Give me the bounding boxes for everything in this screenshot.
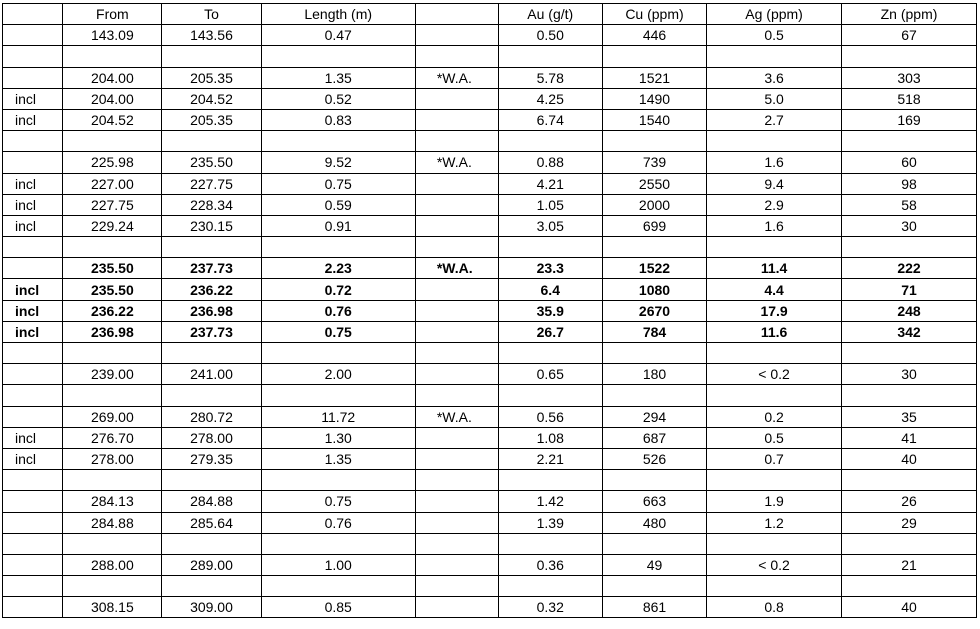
- table-header-row: [3, 4, 977, 25]
- table-row: [3, 109, 977, 130]
- from-cell: [63, 46, 162, 67]
- au-cell: [498, 533, 602, 554]
- to-cell: 204.52: [162, 88, 261, 109]
- ag-cell: 9.4: [707, 173, 842, 194]
- table-row: [3, 406, 977, 427]
- au-cell: 0.88: [498, 152, 602, 173]
- to-cell: 230.15: [162, 215, 261, 236]
- weighted-average-cell: [415, 279, 498, 300]
- length-cell: 0.91: [261, 215, 415, 236]
- au-cell: 6.4: [498, 279, 602, 300]
- au-cell: 0.36: [498, 554, 602, 575]
- weighted-average-cell: [415, 554, 498, 575]
- from-cell: 278.00: [63, 448, 162, 469]
- qualifier-cell: [3, 406, 63, 427]
- table-row: [3, 491, 977, 512]
- ag-cell: [707, 385, 842, 406]
- cu-cell: 1080: [602, 279, 706, 300]
- weighted-average-cell: [415, 173, 498, 194]
- weighted-average-cell: [415, 491, 498, 512]
- qualifier-cell: [3, 554, 63, 575]
- weighted-average-cell: *W.A.: [415, 152, 498, 173]
- table-row: [3, 67, 977, 88]
- weighted-average-cell: [415, 533, 498, 554]
- to-cell: 205.35: [162, 109, 261, 130]
- to-cell: 241.00: [162, 364, 261, 385]
- cu-cell: 480: [602, 512, 706, 533]
- cu-cell: 526: [602, 448, 706, 469]
- zn-cell: [842, 237, 977, 258]
- to-cell: 237.73: [162, 321, 261, 342]
- from-cell: 229.24: [63, 215, 162, 236]
- header-cu: Cu (ppm): [602, 4, 706, 25]
- length-cell: 0.75: [261, 491, 415, 512]
- zn-cell: 169: [842, 109, 977, 130]
- to-cell: 237.73: [162, 258, 261, 279]
- cu-cell: 699: [602, 215, 706, 236]
- length-cell: 0.83: [261, 109, 415, 130]
- length-cell: 0.47: [261, 25, 415, 46]
- au-cell: 4.21: [498, 173, 602, 194]
- to-cell: 235.50: [162, 152, 261, 173]
- from-cell: [63, 470, 162, 491]
- ag-cell: 17.9: [707, 300, 842, 321]
- to-cell: 143.56: [162, 25, 261, 46]
- to-cell: 285.64: [162, 512, 261, 533]
- length-cell: [261, 237, 415, 258]
- qualifier-cell: [3, 131, 63, 152]
- qualifier-cell: [3, 67, 63, 88]
- to-cell: [162, 533, 261, 554]
- weighted-average-cell: [415, 470, 498, 491]
- table-row: [3, 597, 977, 618]
- cu-cell: 784: [602, 321, 706, 342]
- cu-cell: [602, 343, 706, 364]
- table-row: [3, 427, 977, 448]
- length-cell: 9.52: [261, 152, 415, 173]
- zn-cell: [842, 131, 977, 152]
- from-cell: 236.22: [63, 300, 162, 321]
- au-cell: 1.05: [498, 194, 602, 215]
- qualifier-cell: incl: [3, 215, 63, 236]
- qualifier-cell: incl: [3, 109, 63, 130]
- ag-cell: 2.9: [707, 194, 842, 215]
- to-cell: 289.00: [162, 554, 261, 575]
- zn-cell: 40: [842, 448, 977, 469]
- ag-cell: 1.9: [707, 491, 842, 512]
- ag-cell: 5.0: [707, 88, 842, 109]
- from-cell: [63, 576, 162, 597]
- length-cell: 0.75: [261, 173, 415, 194]
- weighted-average-cell: *W.A.: [415, 67, 498, 88]
- ag-cell: [707, 533, 842, 554]
- table-row: [3, 448, 977, 469]
- table-row: [3, 385, 977, 406]
- table-row: [3, 152, 977, 173]
- au-cell: [498, 237, 602, 258]
- ag-cell: < 0.2: [707, 554, 842, 575]
- zn-cell: 67: [842, 25, 977, 46]
- zn-cell: 98: [842, 173, 977, 194]
- zn-cell: 303: [842, 67, 977, 88]
- table-row: [3, 131, 977, 152]
- length-cell: 1.35: [261, 67, 415, 88]
- weighted-average-cell: [415, 343, 498, 364]
- header-from: From: [63, 4, 162, 25]
- qualifier-cell: incl: [3, 321, 63, 342]
- au-cell: 26.7: [498, 321, 602, 342]
- au-cell: 0.56: [498, 406, 602, 427]
- cu-cell: 180: [602, 364, 706, 385]
- length-cell: 1.00: [261, 554, 415, 575]
- qualifier-cell: [3, 470, 63, 491]
- from-cell: 288.00: [63, 554, 162, 575]
- weighted-average-cell: [415, 88, 498, 109]
- table-row: [3, 25, 977, 46]
- table-row: [3, 194, 977, 215]
- to-cell: 236.22: [162, 279, 261, 300]
- au-cell: 0.32: [498, 597, 602, 618]
- zn-cell: 60: [842, 152, 977, 173]
- cu-cell: 1522: [602, 258, 706, 279]
- weighted-average-cell: [415, 131, 498, 152]
- ag-cell: 1.6: [707, 152, 842, 173]
- weighted-average-cell: *W.A.: [415, 406, 498, 427]
- qualifier-cell: [3, 364, 63, 385]
- header-length: Length (m): [261, 4, 415, 25]
- cu-cell: 687: [602, 427, 706, 448]
- from-cell: 284.88: [63, 512, 162, 533]
- ag-cell: [707, 131, 842, 152]
- cu-cell: [602, 131, 706, 152]
- to-cell: 228.34: [162, 194, 261, 215]
- from-cell: 225.98: [63, 152, 162, 173]
- weighted-average-cell: [415, 237, 498, 258]
- au-cell: [498, 385, 602, 406]
- from-cell: 284.13: [63, 491, 162, 512]
- ag-cell: 3.6: [707, 67, 842, 88]
- header-weighted-average: [415, 4, 498, 25]
- ag-cell: 4.4: [707, 279, 842, 300]
- cu-cell: 1540: [602, 109, 706, 130]
- qualifier-cell: [3, 597, 63, 618]
- ag-cell: 0.8: [707, 597, 842, 618]
- length-cell: 0.76: [261, 512, 415, 533]
- cu-cell: 2670: [602, 300, 706, 321]
- zn-cell: 222: [842, 258, 977, 279]
- au-cell: 1.08: [498, 427, 602, 448]
- qualifier-cell: [3, 46, 63, 67]
- zn-cell: [842, 343, 977, 364]
- zn-cell: 40: [842, 597, 977, 618]
- table-row: [3, 237, 977, 258]
- header-au: Au (g/t): [498, 4, 602, 25]
- zn-cell: 58: [842, 194, 977, 215]
- table-row: [3, 300, 977, 321]
- table-row: [3, 554, 977, 575]
- cu-cell: 739: [602, 152, 706, 173]
- to-cell: 284.88: [162, 491, 261, 512]
- cu-cell: 446: [602, 25, 706, 46]
- cu-cell: 49: [602, 554, 706, 575]
- length-cell: [261, 343, 415, 364]
- table-row: [3, 258, 977, 279]
- au-cell: [498, 46, 602, 67]
- qualifier-cell: incl: [3, 448, 63, 469]
- ag-cell: 0.7: [707, 448, 842, 469]
- qualifier-cell: [3, 343, 63, 364]
- zn-cell: [842, 385, 977, 406]
- to-cell: [162, 576, 261, 597]
- table-row: [3, 533, 977, 554]
- qualifier-cell: [3, 576, 63, 597]
- to-cell: [162, 343, 261, 364]
- qualifier-cell: incl: [3, 194, 63, 215]
- ag-cell: 0.2: [707, 406, 842, 427]
- from-cell: 269.00: [63, 406, 162, 427]
- zn-cell: 35: [842, 406, 977, 427]
- ag-cell: 11.4: [707, 258, 842, 279]
- qualifier-cell: [3, 25, 63, 46]
- length-cell: 0.85: [261, 597, 415, 618]
- from-cell: [63, 533, 162, 554]
- to-cell: 205.35: [162, 67, 261, 88]
- header-qualifier: [3, 4, 63, 25]
- ag-cell: 2.7: [707, 109, 842, 130]
- cu-cell: [602, 576, 706, 597]
- weighted-average-cell: [415, 109, 498, 130]
- table-row: [3, 576, 977, 597]
- from-cell: 143.09: [63, 25, 162, 46]
- length-cell: 0.52: [261, 88, 415, 109]
- from-cell: 227.00: [63, 173, 162, 194]
- ag-cell: 0.5: [707, 25, 842, 46]
- table-row: [3, 321, 977, 342]
- to-cell: [162, 237, 261, 258]
- qualifier-cell: incl: [3, 300, 63, 321]
- au-cell: 5.78: [498, 67, 602, 88]
- to-cell: 236.98: [162, 300, 261, 321]
- qualifier-cell: [3, 152, 63, 173]
- table-row: [3, 46, 977, 67]
- length-cell: [261, 576, 415, 597]
- zn-cell: 30: [842, 215, 977, 236]
- au-cell: 0.50: [498, 25, 602, 46]
- from-cell: 236.98: [63, 321, 162, 342]
- qualifier-cell: [3, 491, 63, 512]
- weighted-average-cell: [415, 427, 498, 448]
- table-row: [3, 173, 977, 194]
- zn-cell: 41: [842, 427, 977, 448]
- cu-cell: [602, 385, 706, 406]
- zn-cell: 71: [842, 279, 977, 300]
- cu-cell: [602, 533, 706, 554]
- qualifier-cell: [3, 533, 63, 554]
- weighted-average-cell: [415, 597, 498, 618]
- from-cell: 276.70: [63, 427, 162, 448]
- ag-cell: 1.2: [707, 512, 842, 533]
- zn-cell: [842, 470, 977, 491]
- zn-cell: 248: [842, 300, 977, 321]
- weighted-average-cell: [415, 215, 498, 236]
- length-cell: 1.35: [261, 448, 415, 469]
- zn-cell: 21: [842, 554, 977, 575]
- cu-cell: 2550: [602, 173, 706, 194]
- from-cell: 235.50: [63, 279, 162, 300]
- zn-cell: [842, 533, 977, 554]
- length-cell: 2.00: [261, 364, 415, 385]
- length-cell: [261, 533, 415, 554]
- length-cell: 0.75: [261, 321, 415, 342]
- cu-cell: 294: [602, 406, 706, 427]
- header-ag: Ag (ppm): [707, 4, 842, 25]
- length-cell: 2.23: [261, 258, 415, 279]
- qualifier-cell: incl: [3, 427, 63, 448]
- qualifier-cell: [3, 512, 63, 533]
- au-cell: [498, 470, 602, 491]
- cu-cell: 1521: [602, 67, 706, 88]
- length-cell: 1.30: [261, 427, 415, 448]
- table-row: [3, 215, 977, 236]
- header-to: To: [162, 4, 261, 25]
- weighted-average-cell: [415, 46, 498, 67]
- ag-cell: [707, 343, 842, 364]
- length-cell: [261, 46, 415, 67]
- from-cell: [63, 131, 162, 152]
- cu-cell: [602, 46, 706, 67]
- length-cell: [261, 131, 415, 152]
- au-cell: 4.25: [498, 88, 602, 109]
- qualifier-cell: [3, 385, 63, 406]
- to-cell: [162, 46, 261, 67]
- zn-cell: [842, 46, 977, 67]
- cu-cell: 1490: [602, 88, 706, 109]
- qualifier-cell: incl: [3, 88, 63, 109]
- length-cell: 0.59: [261, 194, 415, 215]
- length-cell: [261, 470, 415, 491]
- weighted-average-cell: [415, 300, 498, 321]
- header-zn: Zn (ppm): [842, 4, 977, 25]
- weighted-average-cell: [415, 385, 498, 406]
- table-row: [3, 512, 977, 533]
- au-cell: 35.9: [498, 300, 602, 321]
- length-cell: 0.72: [261, 279, 415, 300]
- ag-cell: [707, 470, 842, 491]
- table-row: [3, 343, 977, 364]
- qualifier-cell: [3, 237, 63, 258]
- weighted-average-cell: [415, 512, 498, 533]
- to-cell: 227.75: [162, 173, 261, 194]
- to-cell: [162, 385, 261, 406]
- qualifier-cell: incl: [3, 279, 63, 300]
- au-cell: 0.65: [498, 364, 602, 385]
- from-cell: [63, 343, 162, 364]
- ag-cell: [707, 237, 842, 258]
- ag-cell: < 0.2: [707, 364, 842, 385]
- au-cell: 6.74: [498, 109, 602, 130]
- table-row: [3, 279, 977, 300]
- cu-cell: [602, 470, 706, 491]
- weighted-average-cell: [415, 576, 498, 597]
- to-cell: 279.35: [162, 448, 261, 469]
- length-cell: [261, 385, 415, 406]
- weighted-average-cell: [415, 25, 498, 46]
- length-cell: 0.76: [261, 300, 415, 321]
- ag-cell: [707, 576, 842, 597]
- ag-cell: 1.6: [707, 215, 842, 236]
- ag-cell: 11.6: [707, 321, 842, 342]
- au-cell: 1.42: [498, 491, 602, 512]
- au-cell: 2.21: [498, 448, 602, 469]
- ag-cell: 0.5: [707, 427, 842, 448]
- table-body: [3, 25, 977, 618]
- ag-cell: [707, 46, 842, 67]
- cu-cell: 861: [602, 597, 706, 618]
- au-cell: [498, 576, 602, 597]
- weighted-average-cell: [415, 364, 498, 385]
- au-cell: 23.3: [498, 258, 602, 279]
- cu-cell: 663: [602, 491, 706, 512]
- weighted-average-cell: *W.A.: [415, 258, 498, 279]
- to-cell: [162, 131, 261, 152]
- to-cell: 278.00: [162, 427, 261, 448]
- zn-cell: 518: [842, 88, 977, 109]
- qualifier-cell: incl: [3, 173, 63, 194]
- au-cell: 3.05: [498, 215, 602, 236]
- table-row: [3, 470, 977, 491]
- au-cell: [498, 343, 602, 364]
- table-row: [3, 88, 977, 109]
- from-cell: 204.00: [63, 67, 162, 88]
- from-cell: 235.50: [63, 258, 162, 279]
- from-cell: 227.75: [63, 194, 162, 215]
- from-cell: [63, 385, 162, 406]
- from-cell: 239.00: [63, 364, 162, 385]
- table-row: [3, 364, 977, 385]
- au-cell: 1.39: [498, 512, 602, 533]
- zn-cell: 30: [842, 364, 977, 385]
- zn-cell: 342: [842, 321, 977, 342]
- zn-cell: 26: [842, 491, 977, 512]
- from-cell: [63, 237, 162, 258]
- zn-cell: 29: [842, 512, 977, 533]
- zn-cell: [842, 576, 977, 597]
- cu-cell: [602, 237, 706, 258]
- to-cell: 309.00: [162, 597, 261, 618]
- to-cell: 280.72: [162, 406, 261, 427]
- cu-cell: 2000: [602, 194, 706, 215]
- from-cell: 308.15: [63, 597, 162, 618]
- weighted-average-cell: [415, 194, 498, 215]
- from-cell: 204.00: [63, 88, 162, 109]
- qualifier-cell: [3, 258, 63, 279]
- weighted-average-cell: [415, 448, 498, 469]
- to-cell: [162, 470, 261, 491]
- from-cell: 204.52: [63, 109, 162, 130]
- length-cell: 11.72: [261, 406, 415, 427]
- assay-results-table: [2, 3, 977, 618]
- weighted-average-cell: [415, 321, 498, 342]
- au-cell: [498, 131, 602, 152]
